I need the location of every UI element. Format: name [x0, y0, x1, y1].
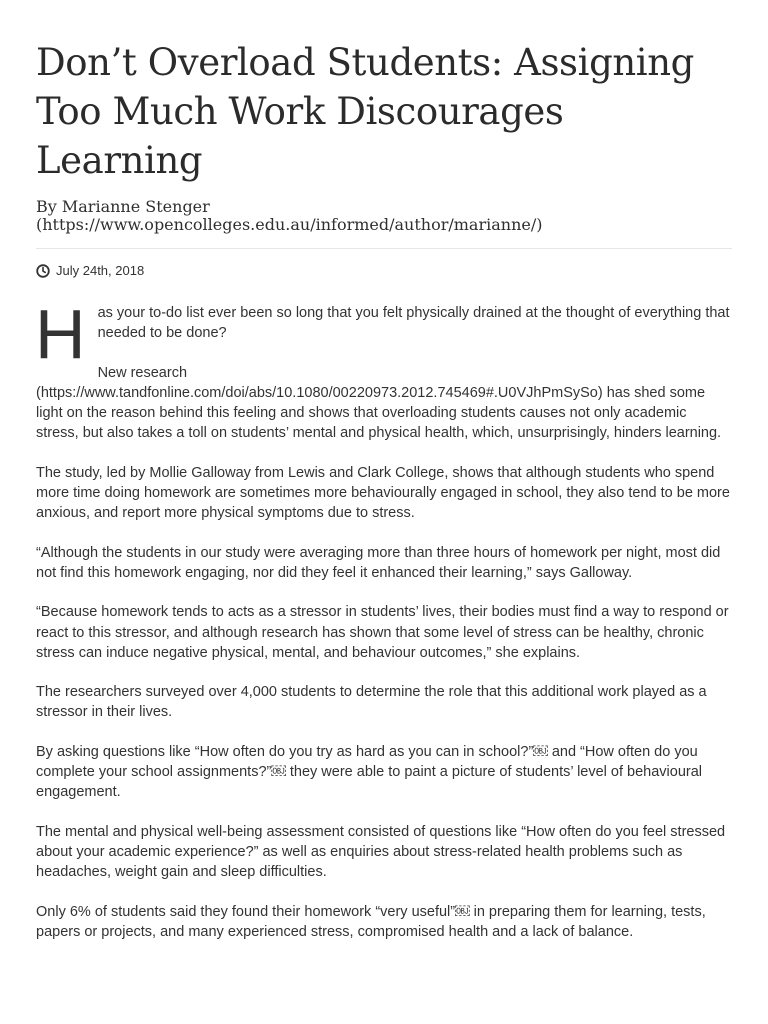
paragraph [36, 363, 732, 444]
publish-date [36, 263, 732, 279]
research-link-rest: (https://www.tandfonline.com/doi/abs/10.1080/00220973.2012.745469#.U0VJhPmSySo) has shed some light on the reason behind this feeling and shows that overloading students causes not only academic stress, but also takes a toll on students’ mental and physical health, which, unsurprisingly, hinders learning. [36, 384, 722, 442]
title-line: Don’t Overload Students: Assigning [36, 41, 694, 84]
paragraph: Only 6% of students said they found their homework “very useful”￼ in preparing them for learning, tests, papers or projects, and many experienced stress, compromised health and a lack of balance. [36, 903, 706, 940]
paragraph: “Although the students in our study were averaging more than three hours of homework per night, most did not find this homework engaging, nor did they feel it enhanced their learning,” says Galloway. [36, 544, 721, 581]
paragraph: as your to-do list ever been so long that you felt physically drained at the thought of everything that needed to be done? [97, 305, 730, 342]
paragraph: The study, led by Mollie Galloway from Lewis and Clark College, shows that although students who spend more time doing homework are sometimes more behaviourally engaged in school, they also tend to be more anxious, and report more physical symptoms due to stress. [36, 464, 730, 522]
research-link-text[interactable]: New research [97, 364, 188, 381]
title-line: Too Much Work Discourages Learning [36, 90, 564, 182]
date-text: July 24th, 2018 [56, 263, 145, 278]
paragraph: The researchers surveyed over 4,000 students to determine the role that this additional work played as a stressor in their lives. [36, 684, 707, 721]
article-body [35, 295, 732, 942]
paragraph: The mental and physical well-being assessment consisted of questions like “How often do you feel stressed about your academic experience?” as well as enquiries about stress-related health problems such as headaches, weight gain and sleep difficulties. [36, 823, 726, 881]
author-name[interactable]: By Marianne Stenger [36, 197, 210, 216]
clock-icon [36, 264, 50, 278]
author-link[interactable]: (https://www.opencolleges.edu.au/informed/author/marianne/) [36, 215, 543, 234]
drop-cap: H [35, 295, 86, 373]
lead-section [35, 295, 732, 444]
paragraph: By asking questions like “How often do you try as hard as you can in school?”￼ and “How often do you complete your school assignments?”￼ they were able to paint a picture of students’ level of behavioural engagement. [36, 743, 703, 801]
article-page [36, 38, 732, 961]
author-byline[interactable] [36, 198, 732, 234]
divider [36, 248, 732, 249]
paragraph: “Because homework tends to acts as a stressor in students’ lives, their bodies must find a way to respond or react to this stressor, and although research has shown that some level of stress can be healthy, chronic stress can induce negative physical, mental, and behaviour outcomes,” she explains. [36, 604, 729, 661]
article-title [36, 38, 732, 185]
